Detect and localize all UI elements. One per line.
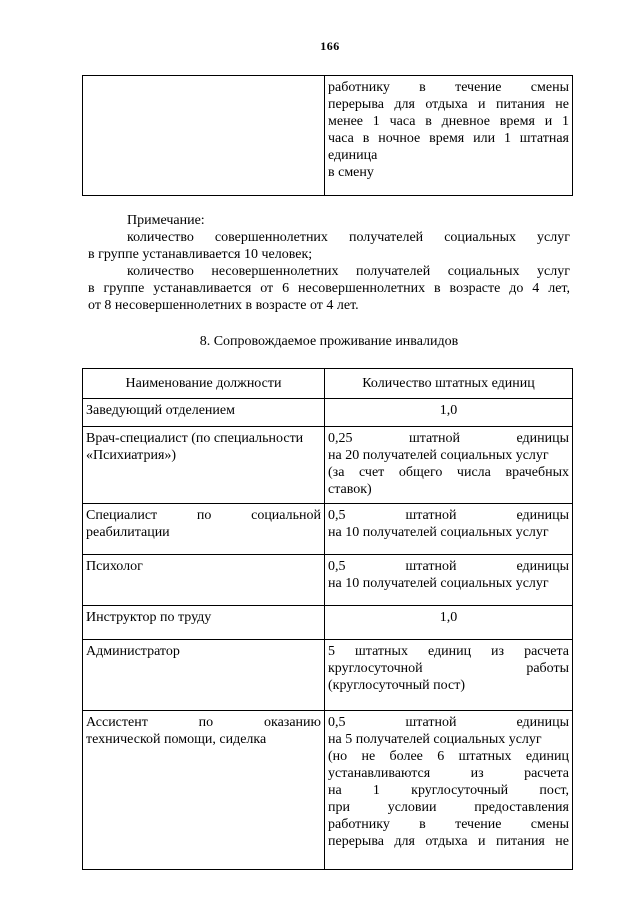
continuation-line: перерыва для отдыха и питания не xyxy=(328,97,569,112)
position-line: реабилитации xyxy=(86,525,170,540)
position-line: Инструктор по труду xyxy=(86,610,212,625)
count-line: 0,25 штатной единицы xyxy=(328,431,569,446)
continuation-line: часа в ночное время или 1 штатная xyxy=(328,131,569,146)
position-line: Врач-специалист (по специальности xyxy=(86,431,304,446)
count-line: на 5 получателей социальных услуг xyxy=(328,732,542,747)
count-line: перерыва для отдыха и питания не xyxy=(328,834,569,849)
position-line: Заведующий отделением xyxy=(86,403,235,418)
count-cell xyxy=(325,504,573,555)
continuation-left-cell xyxy=(83,76,325,196)
count-line: 0,5 штатной единицы xyxy=(328,715,569,730)
continuation-table xyxy=(82,75,573,196)
table-row xyxy=(83,555,573,606)
continuation-line: в смену xyxy=(328,165,374,180)
position-cell xyxy=(83,640,325,711)
note-para2-line3: от 8 несовершеннолетних в возрасте от 4 лет. xyxy=(88,298,359,313)
position-cell xyxy=(83,504,325,555)
count-cell: 1,0 xyxy=(325,399,573,427)
position-cell xyxy=(83,399,325,427)
count-line: 0,5 штатной единицы xyxy=(328,508,569,523)
count-line: (за счет общего числа врачебных xyxy=(328,465,569,480)
table-row xyxy=(83,504,573,555)
position-line: Психолог xyxy=(86,559,143,574)
header-count: Количество штатных единиц xyxy=(325,369,573,399)
count-cell xyxy=(325,555,573,606)
position-line: Ассистент по оказанию xyxy=(86,715,321,730)
table-row xyxy=(83,399,573,427)
staff-table xyxy=(82,368,573,870)
count-cell: 1,0 xyxy=(325,606,573,640)
count-line: на 10 получателей социальных услуг xyxy=(328,576,549,591)
table-row xyxy=(83,427,573,504)
continuation-line: менее 1 часа в дневное время и 1 xyxy=(328,114,569,129)
count-line: 5 штатных единиц из расчета xyxy=(328,644,569,659)
note-para1-line1: количество совершеннолетних получателей социальных услуг xyxy=(127,230,570,245)
continuation-line: работнику в течение смены xyxy=(328,80,569,95)
count-line: устанавливаются из расчета xyxy=(328,766,569,781)
count-line: 0,5 штатной единицы xyxy=(328,559,569,574)
count-line: ставок) xyxy=(328,482,372,497)
note-para1-line2: в группе устанавливается 10 человек; xyxy=(88,247,313,262)
header-position: Наименование должности xyxy=(83,369,325,399)
continuation-right-cell xyxy=(325,76,573,196)
count-line: (но не более 6 штатных единиц xyxy=(328,749,569,764)
count-line: на 20 получателей социальных услуг xyxy=(328,448,549,463)
position-line: Администратор xyxy=(86,644,180,659)
page-number: 166 xyxy=(320,39,340,53)
count-line: круглосуточной работы xyxy=(328,661,569,676)
section-title: 8. Сопровождаемое проживание инвалидов xyxy=(199,334,459,349)
position-line: технической помощи, сиделка xyxy=(86,732,267,747)
position-cell xyxy=(83,555,325,606)
count-line: при условии предоставления xyxy=(328,800,569,815)
count-line: на 1 круглосуточный пост, xyxy=(328,783,569,798)
table-row xyxy=(83,640,573,711)
note-block xyxy=(88,212,570,314)
count-line: (круглосуточный пост) xyxy=(328,678,466,693)
position-cell xyxy=(83,606,325,640)
count-line: работнику в течение смены xyxy=(328,817,569,832)
table-row xyxy=(83,711,573,870)
note-heading: Примечание: xyxy=(127,213,205,228)
position-line: Специалист по социальной xyxy=(86,508,321,523)
position-line: «Психиатрия») xyxy=(86,448,177,463)
position-cell xyxy=(83,427,325,504)
table-row xyxy=(83,606,573,640)
continuation-line: единица xyxy=(328,148,378,163)
count-line: на 10 получателей социальных услуг xyxy=(328,525,549,540)
note-para2-line2: в группе устанавливается от 6 несовершеннолетних в возрасте до 4 лет, xyxy=(88,281,570,296)
count-cell xyxy=(325,711,573,870)
position-cell xyxy=(83,711,325,870)
note-para2-line1: количество несовершеннолетних получателей социальных услуг xyxy=(127,264,570,279)
count-cell xyxy=(325,640,573,711)
count-cell xyxy=(325,427,573,504)
